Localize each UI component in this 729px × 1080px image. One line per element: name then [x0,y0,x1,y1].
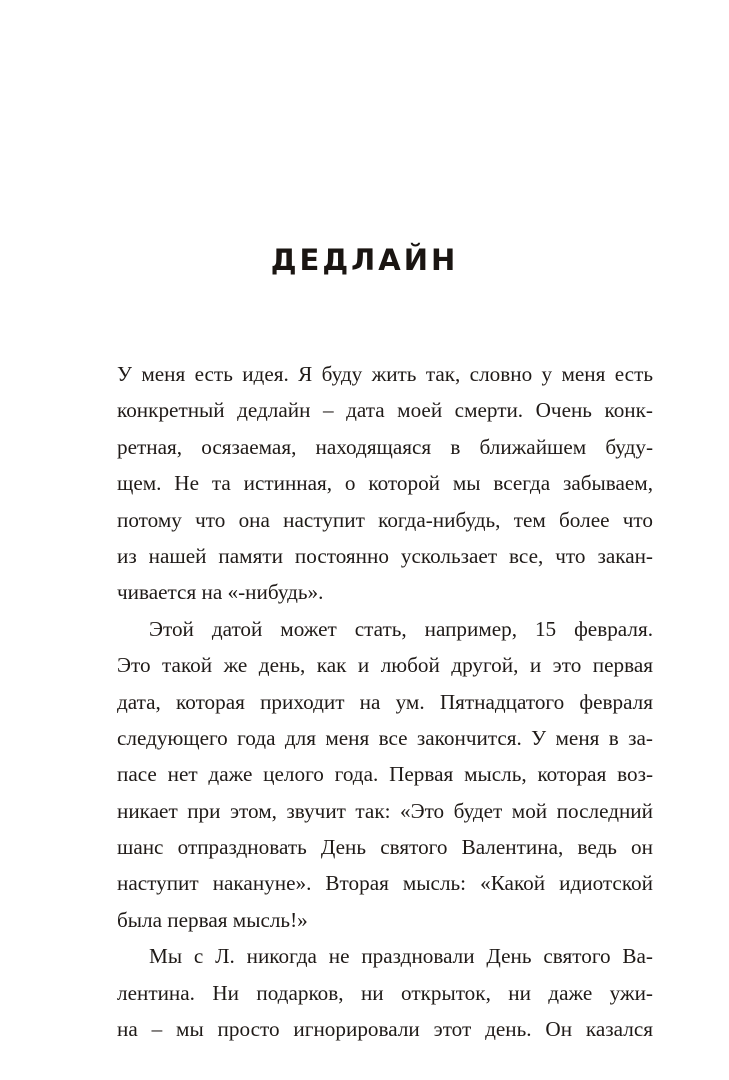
text-line: лентина. Ни подарков, ни открыток, ни даже ужи- [117,980,653,1005]
text-line: из нашей памяти постоянно ускользает все, что закан- [117,543,653,568]
text-line: на – мы просто игнорировали этот день. Он казался [117,1017,653,1042]
text-line: щем. Не та истинная, о которой мы всегда забываем, [117,471,653,496]
text-line: Этой датой может стать, например, 15 февраля. [149,616,653,641]
text-line: следующего года для меня все закончится. У меня в за- [117,725,653,750]
text-line: была первая мысль!» [117,907,308,932]
chapter-title: ДЕДЛАЙН [270,243,459,277]
body-text [117,356,653,1047]
text-line: конкретный дедлайн – дата моей смерти. Очень конк- [117,398,653,423]
text-line: ретная, осязаемая, находящаяся в ближайшем буду- [117,434,653,459]
text-line: У меня есть идея. Я буду жить так, словно у меня есть [117,362,653,386]
paragraph-3 [117,938,653,1047]
text-line: пасе нет даже целого года. Первая мысль, которая воз- [117,762,653,787]
text-line: чивается на «-нибудь». [117,580,324,605]
text-line: наступит накануне». Вторая мысль: «Какой идиотской [117,871,653,896]
text-line: потому что она наступит когда-нибудь, тем более что [117,507,653,532]
text-line: Мы с Л. никогда не праздновали День святого Ва- [149,944,653,969]
text-line: никает при этом, звучит так: «Это будет мой последний [117,798,653,823]
paragraph-1 [117,356,653,611]
text-line: Это такой же день, как и любой другой, и это первая [117,653,653,678]
paragraph-2 [117,611,653,939]
text-line: дата, которая приходит на ум. Пятнадцатого февраля [117,689,653,714]
text-line: шанс отпраздновать День святого Валентина, ведь он [117,835,653,860]
